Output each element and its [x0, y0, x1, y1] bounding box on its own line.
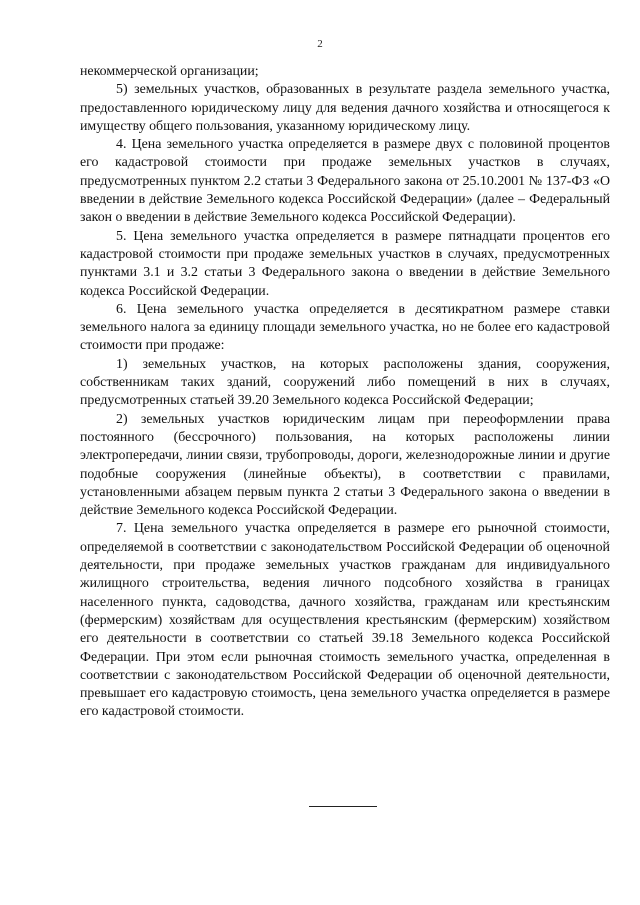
paragraph-clause-6-item-1: 1) земельных участков, на которых расположены здания, сооружения, собственникам таких зданий, сооружений либо помещений в них в случаях, предусмотренных статьей 39.20 Земельного кодекса Российской Федерации;: [80, 356, 610, 409]
paragraph-clause-4: 4. Цена земельного участка определяется в размере двух с половиной процентов его кадастровой стоимости при продаже земельных участков в случаях, предусмотренных пунктом 2.2 статьи 3 Федерального закона от 25.10.2001 № 137-ФЗ «О введении в действие Земельного кодекса Российской Федерации» (далее – Федеральный закон о введении в действие Земельного кодекса Российской Федерации).: [80, 137, 610, 226]
paragraph-clause-6: 6. Цена земельного участка определяется в десятикратном размере ставки земельного налога за единицу площади земельного участка, но не более его кадастровой стоимости при продаже:: [80, 301, 610, 354]
paragraph-clause-5: 5. Цена земельного участка определяется в размере пятнадцати процентов его кадастровой стоимости при продаже земельных участков в случаях, предусмотренных пунктами 3.1 и 3.2 статьи 3 Федерального закона о введении в действие Земельного кодекса Российской Федерации.: [80, 228, 610, 299]
end-of-document-rule: [309, 806, 377, 807]
page-number: 2: [317, 38, 323, 50]
paragraph-continuation: некоммерческой организации;: [80, 64, 259, 79]
paragraph-clause-6-item-2: 2) земельных участков юридическим лицам при переоформлении права постоянного (бессрочного) пользования, на которых расположены линии электропередачи, линии связи, трубопроводы, дороги, железнодорожные линии и другие подобные сооружения (линейные объекты), в соответствии с правилами, установленными абзацем первым пункта 2 статьи 3 Федерального закона о введении в действие Земельного кодекса Российской Федерации.: [80, 411, 610, 519]
paragraph-item-5: 5) земельных участков, образованных в результате раздела земельного участка, предоставленного юридическому лицу для ведения дачного хозяйства и относящегося к имуществу общего пользования, указанному юридическому лицу.: [80, 82, 610, 134]
document-body: [80, 63, 610, 722]
paragraph-clause-7: 7. Цена земельного участка определяется в размере его рыночной стоимости, определяемой в соответствии с законодательством Российской Федерации об оценочной деятельности, при продаже земельных участков гражданам для индивидуального жилищного строительства, ведения личного подсобного хозяйства в границах населенного пункта, садоводства, дачного хозяйства, гражданам или крестьянским (фермерским) хозяйствам для осуществления крестьянским (фермерским) хозяйством его деятельности в соответствии со статьей 39.18 Земельного кодекса Российской Федерации. При этом если рыночная стоимость земельного участка, определенная в соответствии с законодательством Российской Федерации об оценочной деятельности, превышает его кадастровую стоимость, цена земельного участка определяется в размере его кадастровой стоимости.: [80, 521, 610, 720]
